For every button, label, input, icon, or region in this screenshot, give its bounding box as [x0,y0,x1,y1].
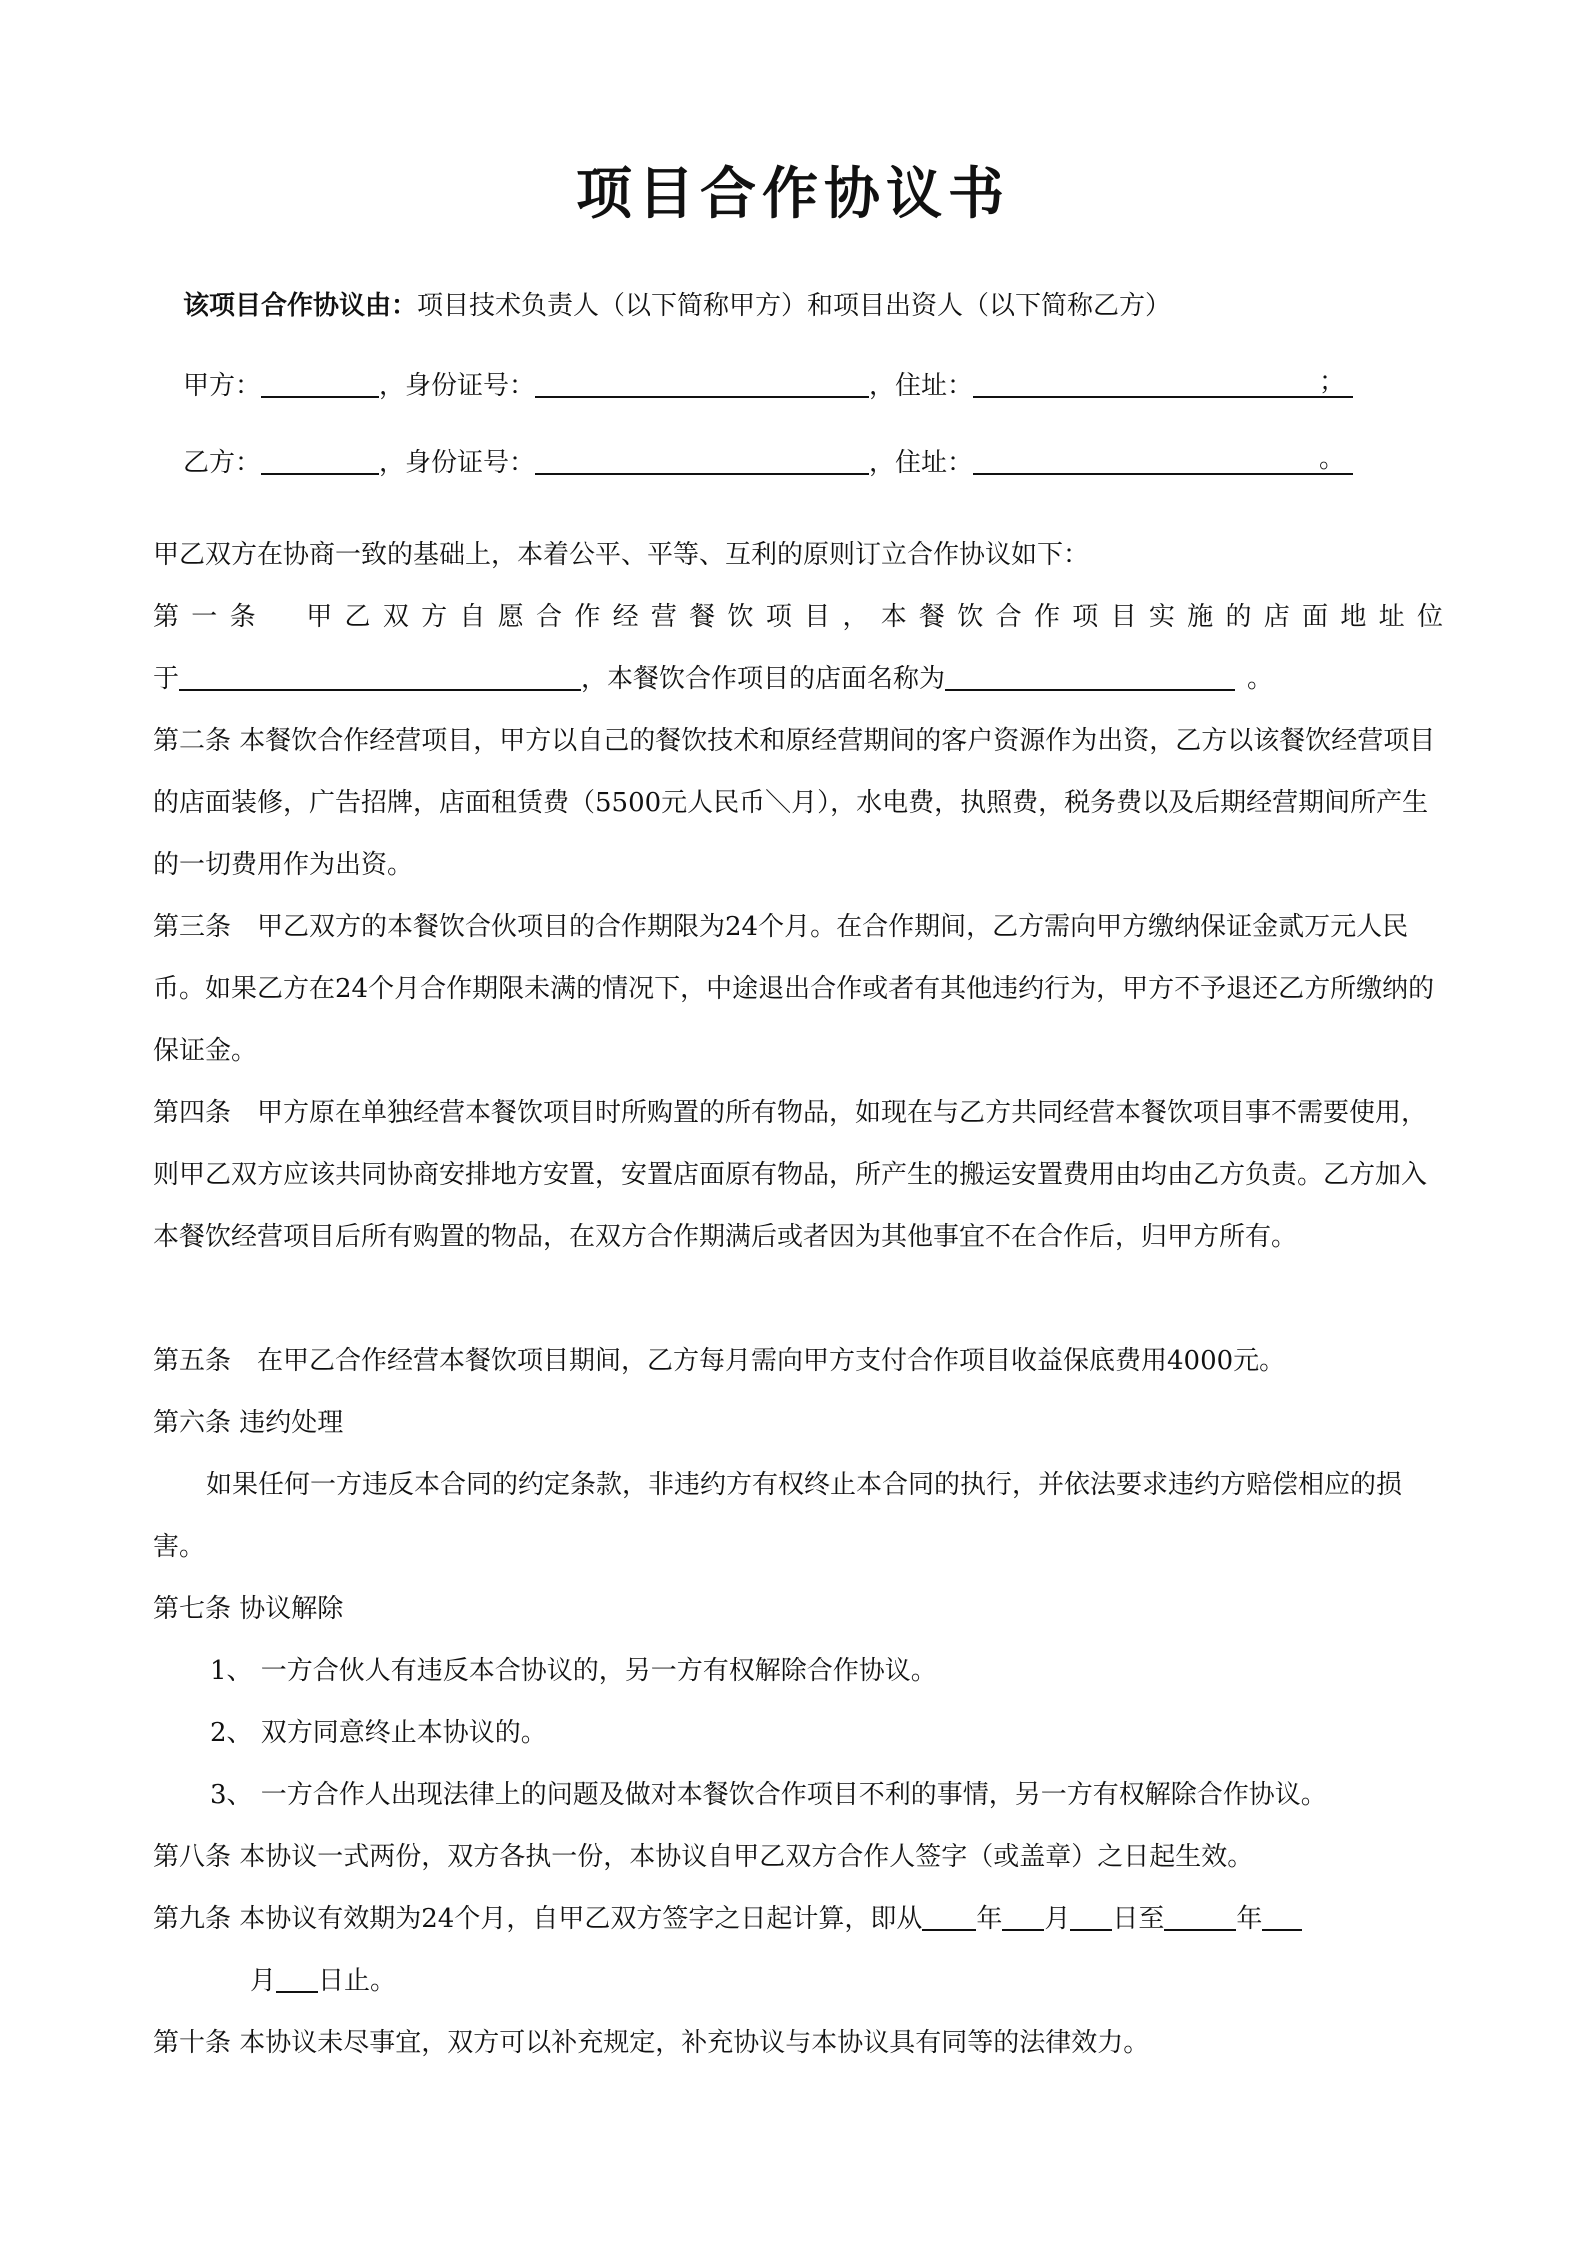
article-1-mid: ，本餐饮合作项目的店面名称为 [581,664,946,694]
article-9-text: 第九条 本协议有效期为24个月，自甲乙双方签字之日起计算，即从 [153,1904,923,1934]
party-b-address-field[interactable] [973,445,1353,475]
article-1-end: 。 [1247,664,1274,694]
party-b-name-field[interactable] [261,445,379,475]
article-7-item: 1、 一方合伙人有违反本合协议的，另一方有权解除合作协议。 [210,1656,937,1686]
start-day-field[interactable] [1070,1903,1112,1931]
article-7-item: 3、 一方合作人出现法律上的问题及做对本餐饮合作项目不利的事情，另一方有权解除合作协议。 [210,1780,1327,1810]
party-a-addr-label: ，住址： [869,371,974,401]
article-8: 第八条 本协议一式两份，双方各执一份，本协议自甲乙双方合作人签字（或盖章）之日起生效。 [153,1842,1254,1872]
preamble: 甲乙双方在协商一致的基础上，本着公平、平等、互利的原则订立合作协议如下： [153,540,1090,570]
end-month-field-top[interactable] [1262,1903,1302,1931]
party-b-label: 乙方： [183,448,262,478]
month-label: 月 [1044,1904,1071,1934]
article-7-title: 第七条 协议解除 [153,1594,344,1624]
article-4: 第四条 甲方原在单独经营本餐饮项目时所购置的所有物品，如现在与乙方共同经营本餐饮项目事不需要使用，则甲乙双方应该共同协商安排地方安置，安置店面原有物品，所产生的搬运安置费用由均由乙方负责。乙方加入本餐饮经营项目后所有购置的物品，在双方合作期满后或者因为其他事宜不在合作后，归甲方所有。 [153,1098,1428,1252]
year-label: 年 [976,1904,1003,1934]
day-to-label: 日至 [1112,1904,1165,1934]
party-a-name-field[interactable] [261,368,379,398]
article-10: 第十条 本协议未尽事宜，双方可以补充规定，补充协议与本协议具有同等的法律效力。 [153,2028,1150,2058]
party-a-id-field[interactable] [535,368,869,398]
party-b-id-label: ，身份证号： [379,448,536,478]
store-name-field[interactable] [945,663,1235,691]
start-year-field[interactable] [922,1903,976,1931]
party-b-id-field[interactable] [535,445,869,475]
article-6-title: 第六条 违约处理 [153,1408,344,1438]
article-9-line-2 [250,1950,850,2012]
document-title: 项目合作协议书 [576,161,1010,227]
party-a-id-label: ，身份证号： [379,371,536,401]
party-a-end: ； [1319,367,1346,397]
party-b-line [183,443,1353,483]
intro-rest: 项目技术负责人（以下简称甲方）和项目出资人（以下简称乙方） [417,291,1172,321]
intro-line [183,286,1171,326]
article-5: 第五条 在甲乙合作经营本餐饮项目期间，乙方每月需向甲方支付合作项目收益保底费用4000元。 [153,1346,1286,1376]
party-b-addr-label: ，住址： [869,448,974,478]
article-1-line-1: 第一条 甲乙双方自愿合作经营餐饮项目，本餐饮合作项目实施的店面地址位 [153,602,1443,632]
article-7-item: 2、 双方同意终止本协议的。 [210,1718,547,1748]
end-day-field[interactable] [276,1965,318,1993]
year-label-2: 年 [1236,1904,1263,1934]
intro-bold: 该项目合作协议由： [183,291,418,321]
article-6-body: 如果任何一方违反本合同的约定条款，非违约方有权终止本合同的执行，并依法要求违约方赔偿相应的损害。 [153,1470,1403,1562]
end-year-field[interactable] [1164,1903,1236,1931]
party-a-line [183,366,1353,406]
party-a-address-field[interactable] [973,368,1353,398]
article-2: 第二条 本餐饮合作经营项目，甲方以自己的餐饮技术和原经营期间的客户资源作为出资，乙方以该餐饮经营项目的店面装修，广告招牌，店面租赁费（5500元人民币＼月），水电费，执照费，税务费以及后期经营期间所产生的一切费用作为出资。 [153,726,1436,880]
party-a-label: 甲方： [183,371,262,401]
store-address-field[interactable] [179,663,581,691]
month-label-2: 月 [250,1966,277,1996]
article-1-prefix: 于 [153,664,180,694]
party-b-end: 。 [1319,444,1346,474]
article-3: 第三条 甲乙双方的本餐饮合伙项目的合作期限为24个月。在合作期间，乙方需向甲方缴纳保证金贰万元人民币。如果乙方在24个月合作期限未满的情况下，中途退出合作或者有其他违约行为，甲方不予退还乙方所缴纳的保证金。 [153,912,1435,1066]
day-end-label: 日止。 [318,1966,397,1996]
article-9-line-1 [153,1888,1443,1950]
article-1-line-2 [153,648,1443,710]
start-month-field[interactable] [1002,1903,1044,1931]
